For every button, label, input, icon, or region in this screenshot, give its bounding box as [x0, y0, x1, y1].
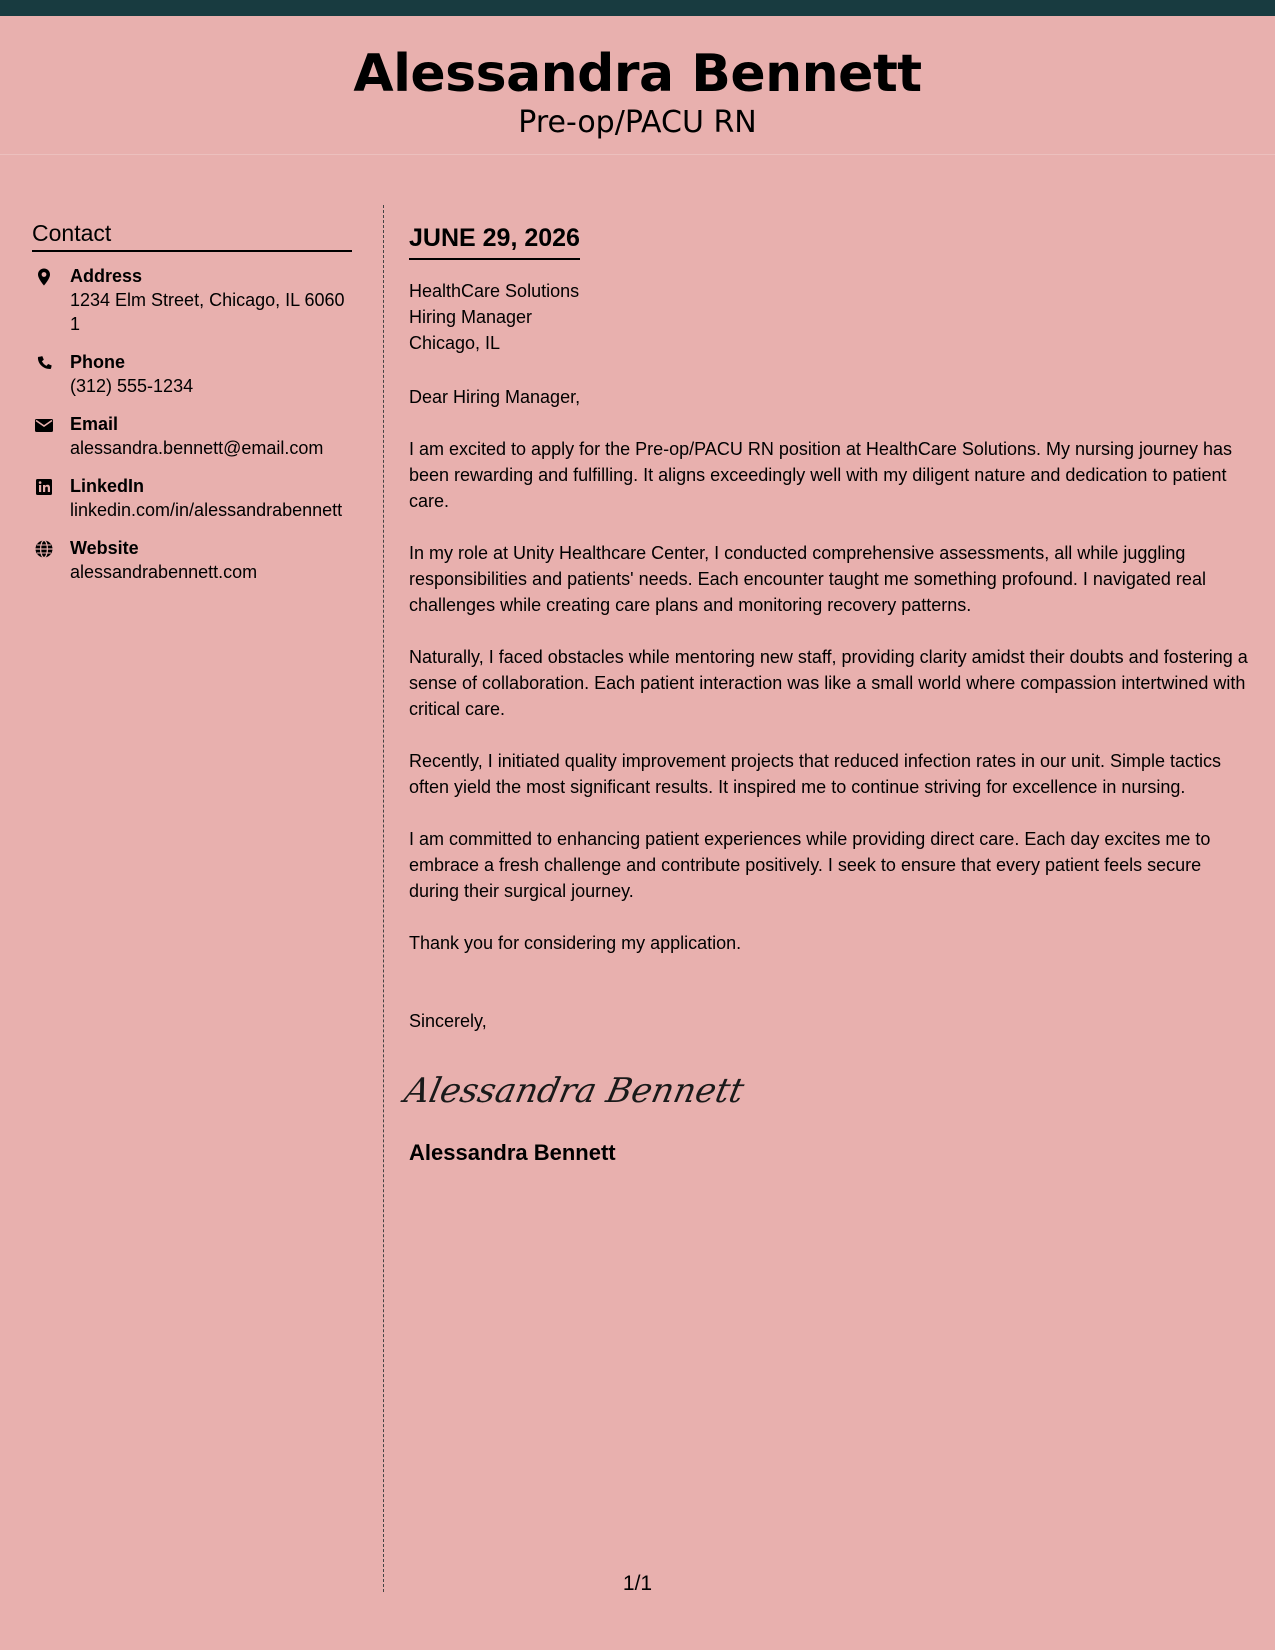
contact-label: Website [70, 538, 139, 558]
letter-body [401, 222, 1251, 1168]
phone-icon [34, 353, 54, 373]
contact-item-address [32, 264, 352, 336]
contact-item-phone [32, 350, 352, 398]
signature-text: Alessandra Bennett [401, 1071, 748, 1111]
applicant-name: Alessandra Bennett [353, 44, 922, 104]
contact-label: Address [70, 266, 143, 286]
contact-label: Phone [70, 352, 126, 372]
applicant-role: Pre-op/PACU RN [518, 105, 757, 140]
recipient-block [409, 278, 1251, 356]
column-divider [383, 205, 384, 1592]
letter-date: JUNE 29, 2026 [409, 222, 580, 260]
globe-icon [34, 539, 54, 559]
letter-header [0, 16, 1275, 155]
contact-item-website [32, 536, 352, 584]
contact-heading: Contact [32, 218, 352, 252]
contact-sidebar [32, 218, 352, 598]
closing-thanks: Thank you for considering my application. [409, 933, 742, 953]
recipient-location: Chicago, IL [409, 333, 501, 353]
envelope-icon [34, 415, 54, 435]
contact-item-email [32, 412, 352, 460]
closing: Sincerely, [409, 1011, 487, 1031]
location-pin-icon [34, 267, 54, 287]
recipient-title: Hiring Manager [409, 307, 533, 327]
body-paragraph: In my role at Unity Healthcare Center, I conducted comprehensive assessments, all while juggling responsibilities and patients' needs. Each encounter taught me something profound. I navigated real challenges while creating care plans and monitoring recovery patterns. [409, 543, 1206, 615]
linkedin-icon [34, 477, 54, 497]
page-number: 1/1 [622, 1572, 653, 1595]
website-value[interactable]: alessandrabennett.com [70, 562, 258, 582]
body-paragraph: Recently, I initiated quality improvement projects that reduced infection rates in our unit. Simple tactics often yield the most significant results. It inspired me to continue striving for excellence in nursing. [409, 751, 1222, 797]
contact-label: Email [70, 414, 119, 434]
phone-value[interactable]: (312) 555-1234 [70, 376, 194, 396]
body-paragraph: I am excited to apply for the Pre-op/PACU RN position at HealthCare Solutions. My nursing journey has been rewarding and fulfilling. It aligns exceedingly well with my diligent nature and dedication to patient care. [409, 439, 1233, 511]
contact-label: LinkedIn [70, 476, 145, 496]
body-paragraph: I am committed to enhancing patient experiences while providing direct care. Each day excites me to embrace a fresh challenge and contribute positively. I seek to ensure that every patient feels secure during their surgical journey. [409, 829, 1211, 901]
address-value: 1234 Elm Street, Chicago, IL 60601 [70, 290, 345, 334]
contact-item-linkedin [32, 474, 352, 522]
salutation: Dear Hiring Manager, [409, 387, 581, 407]
top-accent-bar [0, 0, 1275, 16]
recipient-company: HealthCare Solutions [409, 281, 580, 301]
signed-name: Alessandra Bennett [409, 1140, 616, 1165]
handwritten-signature [401, 1064, 748, 1114]
contact-list [32, 264, 352, 584]
body-paragraph: Naturally, I faced obstacles while mentoring new staff, providing clarity amidst their doubts and fostering a sense of collaboration. Each patient interaction was like a small world where compassion intertwined with critical care. [409, 647, 1248, 719]
linkedin-value[interactable]: linkedin.com/in/alessandrabennett [70, 500, 343, 520]
email-value[interactable]: alessandra.bennett@email.com [70, 438, 324, 458]
